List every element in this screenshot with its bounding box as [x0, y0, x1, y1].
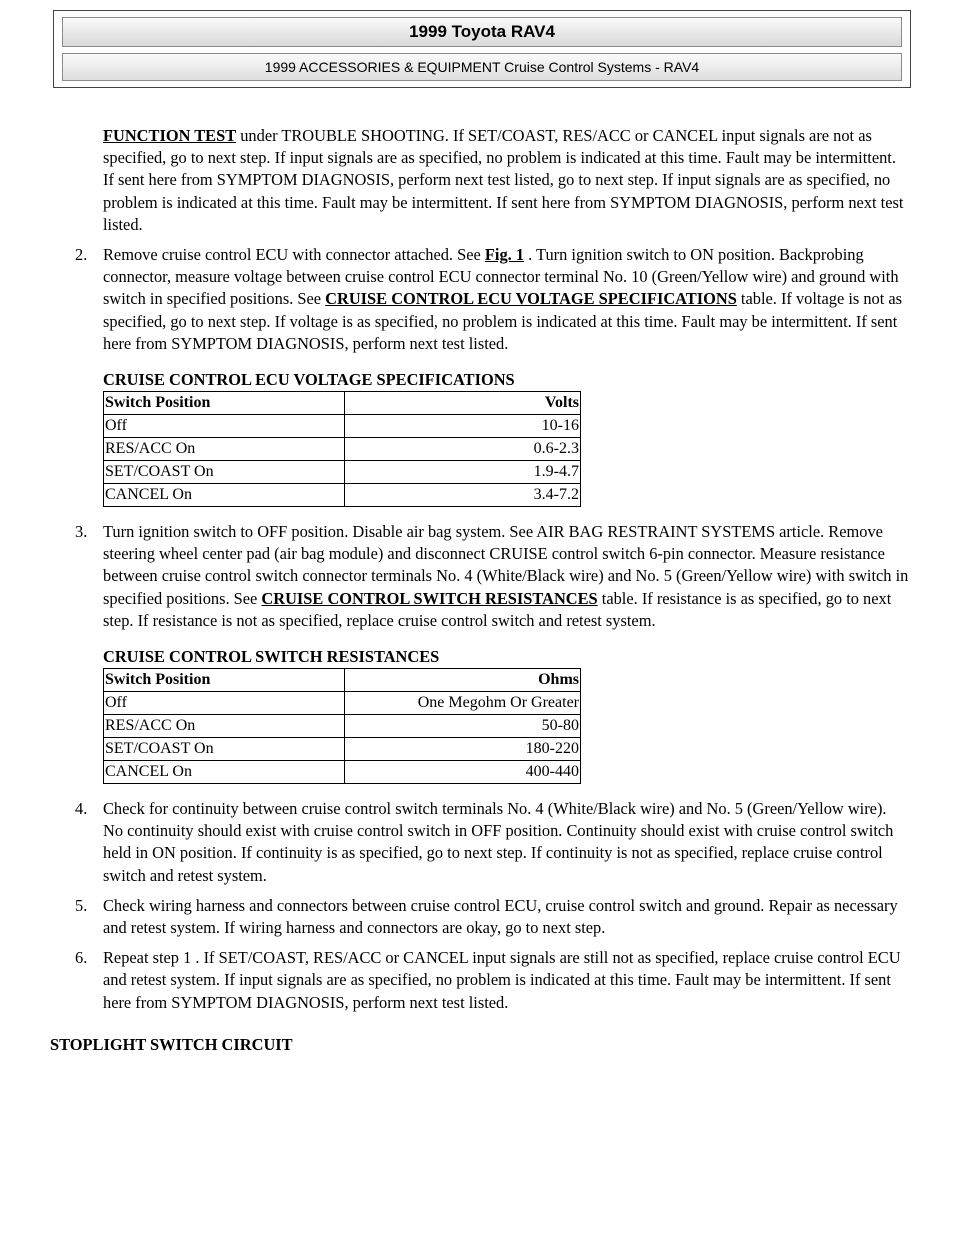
table-row — [104, 715, 581, 738]
table-row — [104, 761, 581, 784]
step-3 — [75, 521, 910, 632]
intro-text: under TROUBLE SHOOTING. If SET/COAST, RES/ACC or CANCEL input signals are not as specified, go to next step. If input signals are as specified, no problem is indicated at this time. Fault may be intermittent. If sent here from SYMPTOM DIAGNOSIS, perform next test listed, go to next step. If input signals are as specified, no problem is indicated at this time. Fault may be intermittent. If sent here from SYMPTOM DIAGNOSIS, perform next test listed. — [103, 126, 904, 234]
step-4 — [75, 798, 910, 887]
table-cell: 180-220 — [345, 738, 581, 761]
step-2-text-c: table. If voltage is not as specified, go to next step. If voltage is as specified, no problem is indicated at this time. Fault may be intermittent. If sent here from SYMPTOM DIAGNOSIS, perform next test listed. — [103, 289, 903, 353]
resistance-spec-table — [103, 668, 581, 784]
table-cell: 10-16 — [345, 415, 581, 438]
step-2-text-b: . Turn ignition switch to ON position. Backprobing connector, measure voltage between cruise control ECU connector terminal No. 10 (Green/Yellow wire) and ground with switch in specified positions. See — [103, 245, 899, 309]
table-row — [104, 461, 581, 484]
voltage-table-title: CRUISE CONTROL ECU VOLTAGE SPECIFICATIONS — [103, 370, 515, 390]
column-header-switch-position: Switch Position — [104, 669, 345, 692]
table-cell: 3.4-7.2 — [345, 484, 581, 507]
ecu-voltage-spec-link[interactable]: CRUISE CONTROL ECU VOLTAGE SPECIFICATIONS — [325, 289, 737, 309]
table-row — [104, 415, 581, 438]
intro-paragraph — [103, 125, 910, 236]
step-number: 4. — [75, 799, 88, 819]
step-6-text: Repeat step 1 . If SET/COAST, RES/ACC or CANCEL input signals are still not as specified, replace cruise control ECU and retest system. If input signals are as specified, no problem is indicated at this time. Fault may be intermittent. If sent here from SYMPTOM DIAGNOSIS, perform next test listed. — [103, 948, 901, 1012]
switch-resistances-link[interactable]: CRUISE CONTROL SWITCH RESISTANCES — [261, 588, 598, 608]
column-header-volts: Volts — [345, 392, 581, 415]
table-cell: 0.6-2.3 — [345, 438, 581, 461]
table-cell: RES/ACC On — [104, 715, 345, 738]
table-cell: One Megohm Or Greater — [345, 692, 581, 715]
table-header-row — [104, 669, 581, 692]
table-row — [104, 484, 581, 507]
step-2-text-a: Remove cruise control ECU with connector attached. See — [103, 245, 485, 265]
column-header-ohms: Ohms — [345, 669, 581, 692]
table-cell: Off — [104, 692, 345, 715]
table-cell: 1.9-4.7 — [345, 461, 581, 484]
table-row — [104, 738, 581, 761]
step-number: 3. — [75, 522, 88, 542]
step-4-text: Check for continuity between cruise control switch terminals No. 4 (White/Black wire) and No. 5 (Green/Yellow wire). No continuity should exist with cruise control switch in OFF position. Continuity should exist with cruise control switch held in ON position. If continuity is as specified, go to next step. If continuity is not as specified, replace cruise control switch and retest system. — [103, 799, 894, 885]
table-cell: SET/COAST On — [104, 738, 345, 761]
step-number: 5. — [75, 895, 88, 915]
table-cell: 400-440 — [345, 761, 581, 784]
step-2 — [75, 244, 910, 355]
step-number: 6. — [75, 948, 88, 968]
table-cell: 50-80 — [345, 715, 581, 738]
header-subtitle: 1999 ACCESSORIES & EQUIPMENT Cruise Control Systems - RAV4 — [62, 53, 902, 81]
step-6 — [75, 947, 910, 1014]
resistance-table-title: CRUISE CONTROL SWITCH RESISTANCES — [103, 647, 440, 667]
step-5 — [75, 895, 910, 939]
table-row — [104, 692, 581, 715]
table-header-row — [104, 392, 581, 415]
table-cell: CANCEL On — [104, 484, 345, 507]
fig-1-link[interactable]: Fig. 1 — [484, 245, 525, 265]
table-cell: CANCEL On — [104, 761, 345, 784]
table-row — [104, 438, 581, 461]
header-title: 1999 Toyota RAV4 — [62, 17, 902, 47]
table-cell: SET/COAST On — [104, 461, 345, 484]
step-5-text: Check wiring harness and connectors between cruise control ECU, cruise control switch and ground. Repair as necessary and retest system. If wiring harness and connectors are okay, go to next step. — [103, 895, 898, 938]
column-header-switch-position: Switch Position — [104, 392, 345, 415]
function-test-link[interactable]: FUNCTION TEST — [103, 126, 237, 145]
table-cell: RES/ACC On — [104, 438, 345, 461]
document-header — [53, 10, 911, 88]
document-body — [0, 125, 960, 1056]
voltage-spec-table — [103, 391, 581, 507]
step-number: 2. — [75, 245, 88, 265]
step-3-text-b: table. If resistance is as specified, go to next step. If resistance is not as specified, replace cruise control switch and retest system. — [103, 588, 892, 630]
table-cell: Off — [104, 415, 345, 438]
step-3-text-a: Turn ignition switch to OFF position. Disable air bag system. See AIR BAG RESTRAINT SYSTEMS article. Remove steering wheel center pad (air bag module) and disconnect CRUISE control switch 6-pin connector. Measure resistance between cruise control switch connector terminals No. 4 (White/Black wire) and No. 5 (Green/Yellow wire) with switch in specified positions. See — [103, 522, 909, 608]
section-heading: STOPLIGHT SWITCH CIRCUIT — [50, 1034, 293, 1054]
